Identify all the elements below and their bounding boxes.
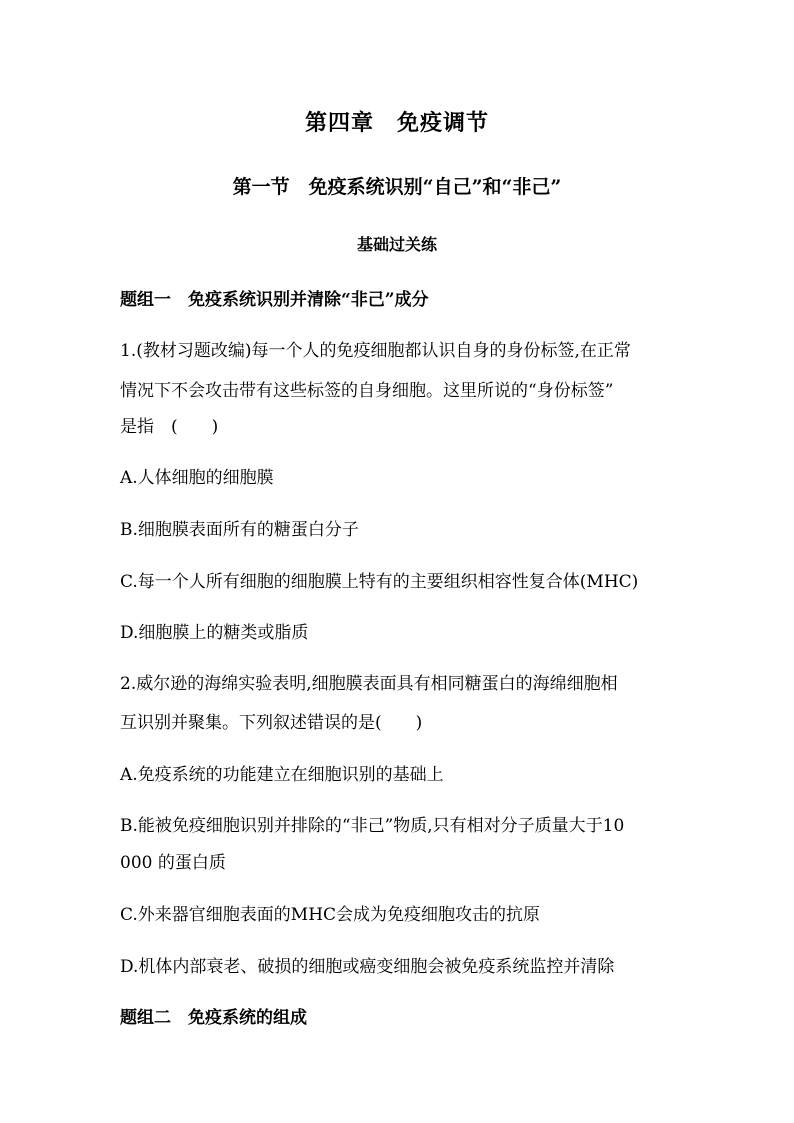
question-1-option-b: B.细胞膜表面所有的糖蛋白分子 bbox=[120, 520, 359, 540]
question-2-option-a: A.免疫系统的功能建立在细胞识别的基础上 bbox=[120, 765, 444, 785]
chapter-title: 第四章 免疫调节 bbox=[304, 110, 489, 136]
question-1-option-d: D.细胞膜上的糖类或脂质 bbox=[120, 623, 309, 643]
question-1-stem-line-2: 情况下不会攻击带有这些标签的自身细胞。这里所说的“身份标签” bbox=[120, 381, 614, 401]
question-2-option-d: D.机体内部衰老、破损的细胞或癌变细胞会被免疫系统监控并清除 bbox=[120, 957, 615, 977]
question-2-option-c: C.外来器官细胞表面的MHC会成为免疫细胞攻击的抗原 bbox=[120, 905, 541, 925]
question-2-option-b-line-1: B.能被免疫细胞识别并排除的“非己”物质,只有相对分子质量大于10 bbox=[120, 816, 625, 836]
question-2-stem-line-2: 互识别并聚集。下列叙述错误的是( ) bbox=[120, 713, 423, 733]
question-1-stem-line-3: 是指 ( ) bbox=[120, 417, 219, 437]
question-1-option-c: C.每一个人所有细胞的细胞膜上特有的主要组织相容性复合体(MHC) bbox=[120, 572, 639, 592]
question-1-stem-line-1: 1.(教材习题改编)每一个人的免疫细胞都认识自身的身份标签,在正常 bbox=[120, 341, 631, 361]
exercise-level-title: 基础过关练 bbox=[356, 235, 437, 254]
question-2-stem-line-1: 2.威尔逊的海绵实验表明,细胞膜表面具有相同糖蛋白的海绵细胞相 bbox=[120, 674, 618, 694]
question-group-2-title: 题组二 免疫系统的组成 bbox=[120, 1008, 307, 1028]
question-2-option-b-line-2: 000 的蛋白质 bbox=[120, 853, 226, 873]
question-1-option-a: A.人体细胞的细胞膜 bbox=[120, 468, 274, 488]
section-title: 第一节 免疫系统识别“自己”和“非己” bbox=[232, 176, 562, 198]
question-group-1-title: 题组一 免疫系统识别并清除“非己”成分 bbox=[120, 290, 429, 310]
